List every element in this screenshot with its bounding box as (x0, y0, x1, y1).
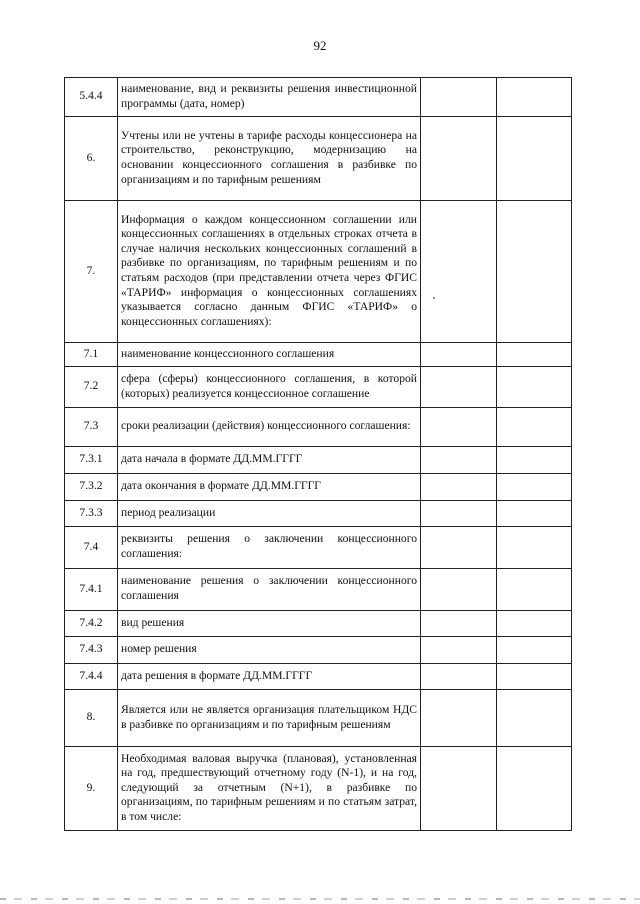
table-row (65, 367, 572, 408)
value-cell (421, 747, 497, 831)
row-number: 7.3.2 (65, 474, 118, 501)
value-cell (497, 343, 572, 367)
table-row (65, 611, 572, 637)
row-description: номер решения (118, 637, 421, 664)
value-cell (497, 527, 572, 569)
value-cell (497, 117, 572, 201)
value-cell (421, 527, 497, 569)
row-description: Информация о каждом концессионном соглашении или концессионных соглашениях в отдельных строках отчета в случае наличия нескольких концессионных соглашений в разбивке по организациям, по тарифным решениям и по статьям расходов (при представлении отчета через ФГИС «ТАРИФ» информация о концессионных соглашениях указывается согласно данным ФГИС «ТАРИФ» о концессионных соглашениях): (118, 201, 421, 343)
row-number: 7.4.1 (65, 569, 118, 611)
row-number: 7. (65, 201, 118, 343)
table-row (65, 201, 572, 343)
row-number: 7.3.1 (65, 447, 118, 474)
table-row (65, 78, 572, 117)
value-cell (421, 117, 497, 201)
table-row (65, 408, 572, 447)
value-cell (421, 367, 497, 408)
row-description: Необходимая валовая выручка (плановая), установленная на год, предшествующий отчетному году (N-1), и на год, следующий за отчетным (N+1), в разбивке по организациям, по тарифным решениям и по статьям затрат, в том числе: (118, 747, 421, 831)
row-number: 8. (65, 690, 118, 747)
value-cell (421, 637, 497, 664)
value-cell (497, 569, 572, 611)
row-number: 7.3 (65, 408, 118, 447)
value-cell (497, 201, 572, 343)
value-cell (421, 501, 497, 527)
row-number: 6. (65, 117, 118, 201)
value-cell (421, 201, 497, 343)
row-number: 7.4 (65, 527, 118, 569)
value-cell (421, 78, 497, 117)
value-cell (421, 611, 497, 637)
row-description: сроки реализации (действия) концессионного соглашения: (118, 408, 421, 447)
value-cell (497, 664, 572, 690)
table-row (65, 569, 572, 611)
row-number: 9. (65, 747, 118, 831)
value-cell (497, 690, 572, 747)
value-cell (421, 569, 497, 611)
row-description: вид решения (118, 611, 421, 637)
table-row (65, 447, 572, 474)
row-number: 7.4.3 (65, 637, 118, 664)
row-number: 7.4.4 (65, 664, 118, 690)
value-cell (421, 447, 497, 474)
value-cell (497, 474, 572, 501)
value-cell (497, 747, 572, 831)
row-description: реквизиты решения о заключении концессионного соглашения: (118, 527, 421, 569)
row-number: 7.2 (65, 367, 118, 408)
row-description: наименование, вид и реквизиты решения инвестиционной программы (дата, номер) (118, 78, 421, 117)
value-cell (421, 690, 497, 747)
row-description: наименование решения о заключении концессионного соглашения (118, 569, 421, 611)
row-description: наименование концессионного соглашения (118, 343, 421, 367)
table-row (65, 117, 572, 201)
value-cell (497, 611, 572, 637)
row-number: 5.4.4 (65, 78, 118, 117)
value-cell (497, 78, 572, 117)
report-table (64, 77, 572, 831)
value-cell (497, 408, 572, 447)
row-description: сфера (сферы) концессионного соглашения, в которой (которых) реализуется концессионное соглашение (118, 367, 421, 408)
row-description: период реализации (118, 501, 421, 527)
table-row (65, 501, 572, 527)
row-description: дата окончания в формате ДД.ММ.ГГГГ (118, 474, 421, 501)
value-cell (497, 447, 572, 474)
row-number: 7.1 (65, 343, 118, 367)
value-cell (497, 501, 572, 527)
table-row (65, 664, 572, 690)
value-cell (497, 367, 572, 408)
table-row (65, 474, 572, 501)
scan-speck (433, 297, 435, 299)
row-number: 7.4.2 (65, 611, 118, 637)
row-description: дата решения в формате ДД.ММ.ГГГГ (118, 664, 421, 690)
table-row (65, 637, 572, 664)
scan-edge-artifact (0, 898, 640, 900)
table-row (65, 747, 572, 831)
row-number: 7.3.3 (65, 501, 118, 527)
row-description: Является или не является организация плательщиком НДС в разбивке по организациям и по тарифным решениям (118, 690, 421, 747)
value-cell (421, 343, 497, 367)
row-description: Учтены или не учтены в тарифе расходы концессионера на строительство, реконструкцию, модернизацию на основании концессионного соглашения в разбивке по организациям и по тарифным решениям (118, 117, 421, 201)
table-row (65, 343, 572, 367)
value-cell (497, 637, 572, 664)
value-cell (421, 408, 497, 447)
page-number: 92 (313, 38, 327, 53)
table-row (65, 690, 572, 747)
row-description: дата начала в формате ДД.ММ.ГГГГ (118, 447, 421, 474)
value-cell (421, 664, 497, 690)
value-cell (421, 474, 497, 501)
table-row (65, 527, 572, 569)
